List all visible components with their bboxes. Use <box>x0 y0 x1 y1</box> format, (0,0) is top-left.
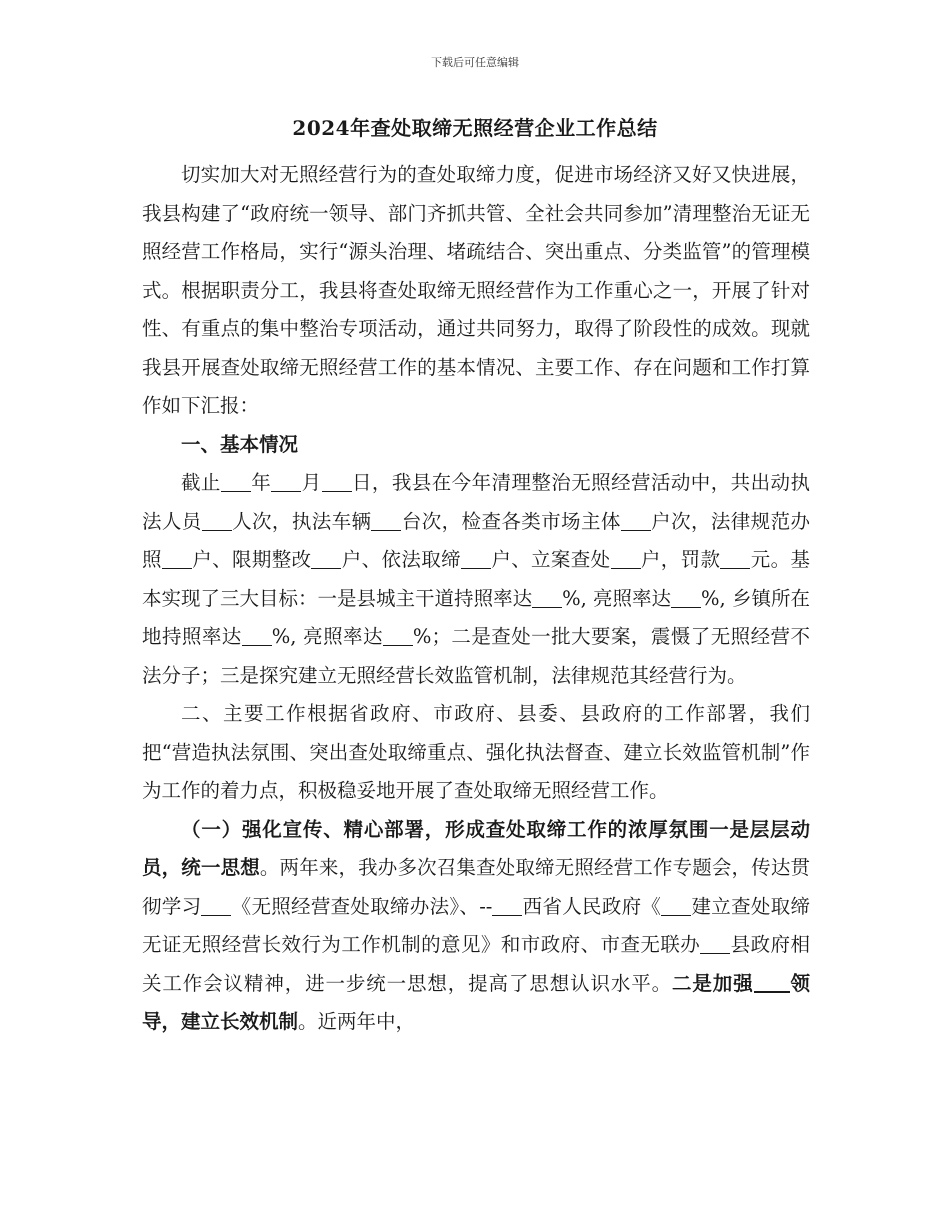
blank-field <box>162 549 192 570</box>
blank-field <box>671 587 701 608</box>
basic-situation-paragraph <box>142 464 810 695</box>
text-run: 人次，执法车辆 <box>231 509 372 533</box>
text-run: %, 亮照率达 <box>271 625 383 648</box>
blank-field <box>242 626 272 647</box>
blank-field <box>271 472 301 493</box>
text-run: 县政府相关工作会议精神，进一步统一思想，提高了思想认识水平。 <box>142 933 810 995</box>
blank-field <box>700 934 730 955</box>
blank-field <box>611 549 641 570</box>
blank-field <box>383 626 413 647</box>
text-run: 户，罚款 <box>640 548 721 571</box>
bold-point-two-cont: 领导，建立长效机制 <box>142 971 810 1033</box>
main-work-paragraph: 二、主要工作根据省政府、市政府、县委、县政府的工作部署，我们把“营造执法氛围、突出查处取缔重点、强化执法督查、建立长效监管机制”作为工作的着力点，积极稳妥地开展了查处取缔无照经营工作。 <box>142 702 810 802</box>
text-run: 建立查处取缔无证无照经营长效行为工作机制的意见》和市政府、市查无联办 <box>142 894 810 956</box>
text-run: %, 亮照率达 <box>562 586 672 610</box>
text-run: 台次，检查各类市场主体 <box>401 509 621 533</box>
text-run: 截止 <box>181 471 221 494</box>
text-run: 日，我县在今年清理整治无照经营活动中，共出动执法人员 <box>142 471 810 533</box>
blank-field <box>532 587 562 608</box>
blank-field <box>371 510 401 531</box>
text-run: 。近两年中， <box>298 1010 416 1033</box>
blank-field <box>221 472 251 493</box>
document-body <box>142 156 810 1042</box>
blank-field <box>322 472 352 493</box>
text-run: 户、立案查处 <box>490 548 611 571</box>
subsection-heading-publicity: （一）强化宣传、精心部署，形成查处取缔工作的浓厚氛围一是层层动员，统一思想 <box>142 817 810 879</box>
blank-field <box>201 895 231 916</box>
blank-field <box>661 895 691 916</box>
blank-field <box>202 510 232 531</box>
text-run: 户、依法取缔 <box>341 548 461 571</box>
blank-field <box>621 510 651 531</box>
intro-paragraph: 切实加大对无照经营行为的查处取缔力度，促进市场经济又好又快进展，我县构建了“政府统一领导、部门齐抓共管、全社会共同参加”清理整治无证无照经营工作格局，实行“源头治理、堵疏结合、突出重点、分类监管”的管理模式。根据职责分工，我县将查处取缔无照经营作为工作重心之一，开展了针对性、有重点的集中整治专项活动，通过共同努力，取得了阶段性的成效。现就我县开展查处取缔无照经营工作的基本情况、主要工作、存在问题和工作打算作如下汇报： <box>142 163 810 417</box>
blank-field <box>461 549 491 570</box>
text-run: 年 <box>250 471 272 494</box>
text-run: 元。基本实现了三大目标：一是县城主干道持照率达 <box>142 548 810 610</box>
page-header-note: 下载后可任意编辑 <box>431 56 519 69</box>
section-heading-basic-situation: 一、基本情况 <box>181 432 299 456</box>
blank-field <box>492 895 522 916</box>
blank-field <box>720 549 750 570</box>
text-run: 月 <box>301 471 322 494</box>
text-run: 西省人民政府《 <box>522 894 662 918</box>
bold-point-two: 二是加强 <box>672 971 754 995</box>
blank-field <box>754 971 790 993</box>
document-title: 2024年查处取缔无照经营企业工作总结 <box>292 116 658 140</box>
text-run: 。两年来，我办多次召集查处取缔无照经营工作专题会，传达贯彻学习 <box>142 856 810 918</box>
publicity-deployment-paragraph <box>142 811 810 1042</box>
text-run: 户次，法律规范办照 <box>142 509 810 571</box>
text-run: 《无照经营查处取缔办法》、-- <box>231 894 493 918</box>
blank-field <box>311 549 341 570</box>
text-run: %；二是查处一批大要案，震慑了无照经营不法分子；三是探究建立无照经营长效监管机制，法律规范其经营行为。 <box>142 625 810 687</box>
text-run: 户、限期整改 <box>191 548 312 571</box>
text-run: %, 乡镇所在地持照率达 <box>142 586 810 648</box>
